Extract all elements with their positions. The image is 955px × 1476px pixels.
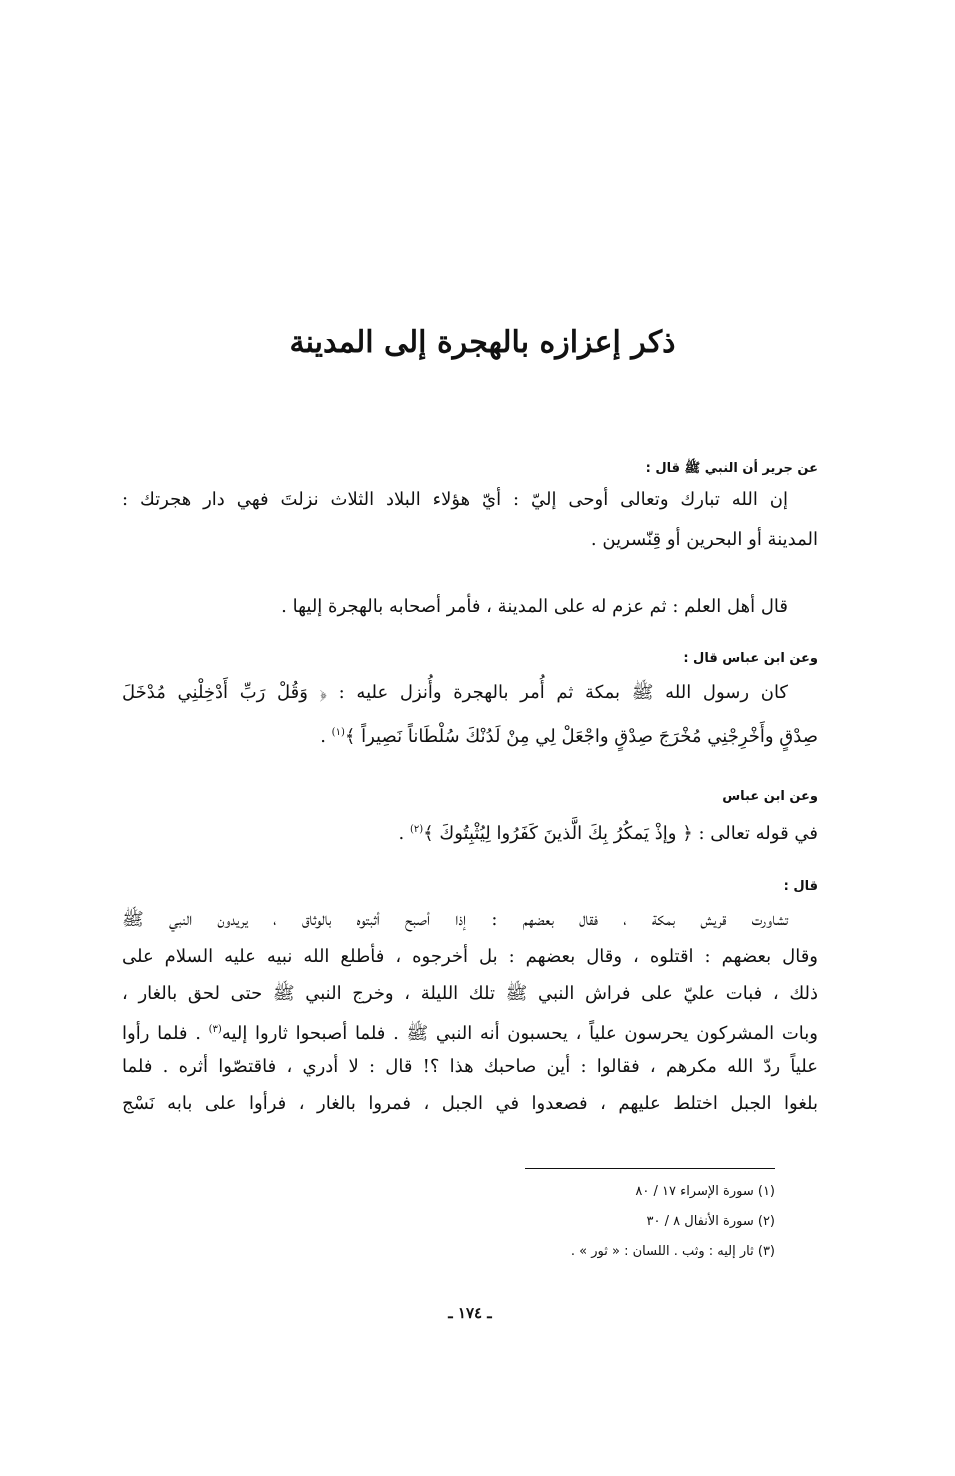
body-line: إن الله تبارك وتعالى أوحى إليّ : أيّ هؤلاء البلاد الثلاث نزلتَ فهي دار هجرتك : [122, 489, 788, 510]
footnote: (٢) سورة الأنفال ٨ / ٣٠ [646, 1214, 775, 1229]
narration-header: عن جرير أن النبي ﷺ قال : [645, 461, 818, 476]
narration-header: وعن ابن عباس [722, 789, 818, 804]
body-line: ذلك ، فبات عليّ على فراش النبي ﷺ تلك الليلة ، وخرج النبي ﷺ حتى لحق بالغار ، [122, 983, 818, 1004]
page-number: ـ ١٧٤ ـ [448, 1304, 492, 1322]
body-line: قال أهل العلم : ثم عزم له على المدينة ، فأمر أصحابه بالهجرة إليها . [281, 596, 788, 617]
footnote-ref: (٢) [409, 824, 424, 835]
footnote-divider [525, 1168, 775, 1169]
body-line: علياً ردّ الله مكرهم ، فقالوا : أين صاحبك هذا ؟! قال : لا أدري ، فاقتصّوا أثره . فلما [122, 1056, 818, 1077]
page-title: ذكر إعزازه بالهجرة إلى المدينة [289, 325, 676, 360]
body-line [122, 1016, 818, 1048]
body-line: بلغوا الجبل اختلط عليهم ، فصعدوا في الجبل ، فمروا بالغار ، فرأوا على بابه نَسْج [122, 1093, 818, 1114]
narration-header: قال : [783, 879, 818, 894]
narration-header: وعن ابن عباس قال : [683, 651, 818, 666]
body-line: كان رسول الله ﷺ بمكة ثم أُمر بالهجرة وأُنزل عليه : ﴿ وَقُلْ رَبِّ أَدْخِلْنِي مُدْخَلَ [122, 682, 788, 703]
body-line: في قوله تعالى : ﴿ وإذْ يَمكُرُ بِكَ الَّذينَ كَفَرُوا لِيُثْبِتُوكَ ﴾$^{(٢)}$ . [398, 823, 818, 844]
footnote-ref: (٣) [208, 1024, 222, 1035]
body-text: . فلما رأوا [122, 1023, 201, 1044]
quran-text: في قوله تعالى : ﴿ وإذْ يَمكُرُ بِكَ الَّذينَ كَفَرُوا لِيُثْبِتُوكَ ﴾ [423, 823, 818, 844]
quran-text: صِدْقٍ وأَخْرِجْنِي مُخْرَجَ صِدْقٍ واجْعَلْ لِي مِنْ لَدُنْكَ سُلْطَاناً نَصِيراً ﴾ [344, 726, 818, 747]
body-line: المدينة أو البحرين أو قِنّسرين . [590, 529, 818, 550]
body-text: وبات المشركون يحرسون علياً ، يحسبون أنه النبي ﷺ . فلما أصبحوا ثاروا إليه [221, 1023, 818, 1044]
footnote: (١) سورة الإسراء ١٧ / ٨٠ [635, 1184, 775, 1199]
footnote: (٣) ثار إليه : وثب . اللسان : « ثور » . [570, 1244, 775, 1259]
body-line: صِدْقٍ وأَخْرِجْنِي مُخْرَجَ صِدْقٍ واجْعَلْ لِي مِنْ لَدُنْكَ سُلْطَاناً نَصِيراً ﴾$^{(١)}$ . [320, 726, 818, 747]
footnote-ref: (١) [331, 727, 345, 738]
body-line: تشاورت قريش بمكة ، فقال بعضهم : إذا أصبح أثبتوه بالوثاق ، يريدون النبي ﷺ [122, 909, 788, 930]
body-line: وقال بعضهم : اقتلوه ، وقال بعضهم : بل أخرجوه ، فأطلع الله نبيه عليه السلام على [122, 946, 818, 967]
